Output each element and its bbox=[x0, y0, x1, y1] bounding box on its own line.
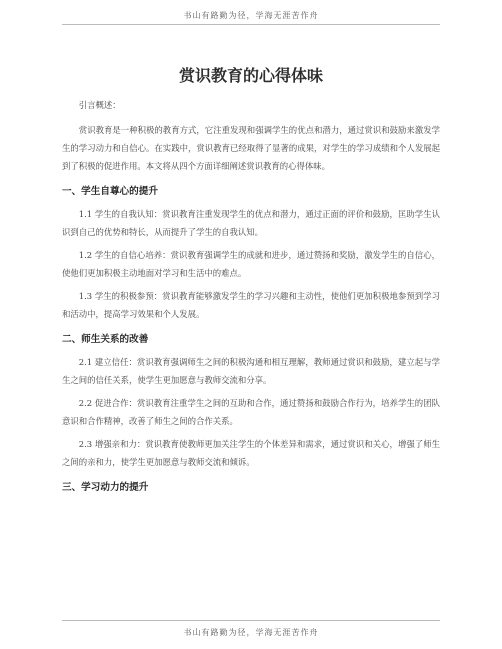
document-body bbox=[62, 96, 440, 501]
document-title: 赏识教育的心得体味 bbox=[178, 66, 323, 85]
page-header: 书山有路勤为径，学海无涯苦作舟 bbox=[183, 11, 319, 20]
paragraph-1-1: 1.1 学生的自我认知：赏识教育注重发现学生的优点和潜力，通过正面的评价和鼓励，匡助学生认识到自己的优势和特长，从而提升了学生的自我认知。 bbox=[62, 209, 440, 237]
header-divider bbox=[62, 24, 440, 25]
intro-paragraph: 赏识教育是一种积极的教育方式，它注重发现和强调学生的优点和潜力，通过赏识和鼓励来激发学生的学习动力和自信心。在实践中，赏识教育已经取得了显著的成果，对学生的学习成绩和个人发展起到了积极的促进作用。本文将从四个方面详细阐述赏识教育的心得体味。 bbox=[62, 125, 440, 171]
paragraph-2-1: 2.1 建立信任：赏识教育强调师生之间的积极沟通和相互理解，教师通过赏识和鼓励，建立起与学生之间的信任关系，使学生更加愿意与教师交流和分享。 bbox=[62, 357, 440, 385]
page-footer: 书山有路勤为径，学海无涯苦作舟 bbox=[183, 628, 319, 637]
footer-divider bbox=[62, 620, 440, 621]
paragraph-2-2: 2.2 促进合作：赏识教育注重学生之间的互助和合作，通过赞扬和鼓励合作行为，培养学生的团队意识和合作精神，改善了师生之间的合作关系。 bbox=[62, 398, 440, 426]
section-heading-2: 二、师生关系的改善 bbox=[62, 334, 149, 345]
paragraph-1-3: 1.3 学生的积极参预：赏识教育能够激发学生的学习兴趣和主动性，使他们更加积极地参预到学习和活动中，提高学习效果和个人发展。 bbox=[62, 291, 440, 319]
section-heading-3: 三、学习动力的提升 bbox=[62, 482, 149, 493]
paragraph-1-2: 1.2 学生的自信心培养：赏识教育强调学生的成就和进步，通过赞扬和奖励，激发学生的自信心，使他们更加积极主动地面对学习和生活中的难点。 bbox=[62, 250, 440, 278]
section-heading-1: 一、学生自尊心的提升 bbox=[62, 186, 158, 197]
intro-label: 引言概述： bbox=[78, 100, 121, 110]
paragraph-2-3: 2.3 增强亲和力：赏识教育使教师更加关注学生的个体差异和需求，通过赏识和关心，增强了师生之间的亲和力，使学生更加愿意与教师交流和倾诉。 bbox=[62, 439, 440, 467]
